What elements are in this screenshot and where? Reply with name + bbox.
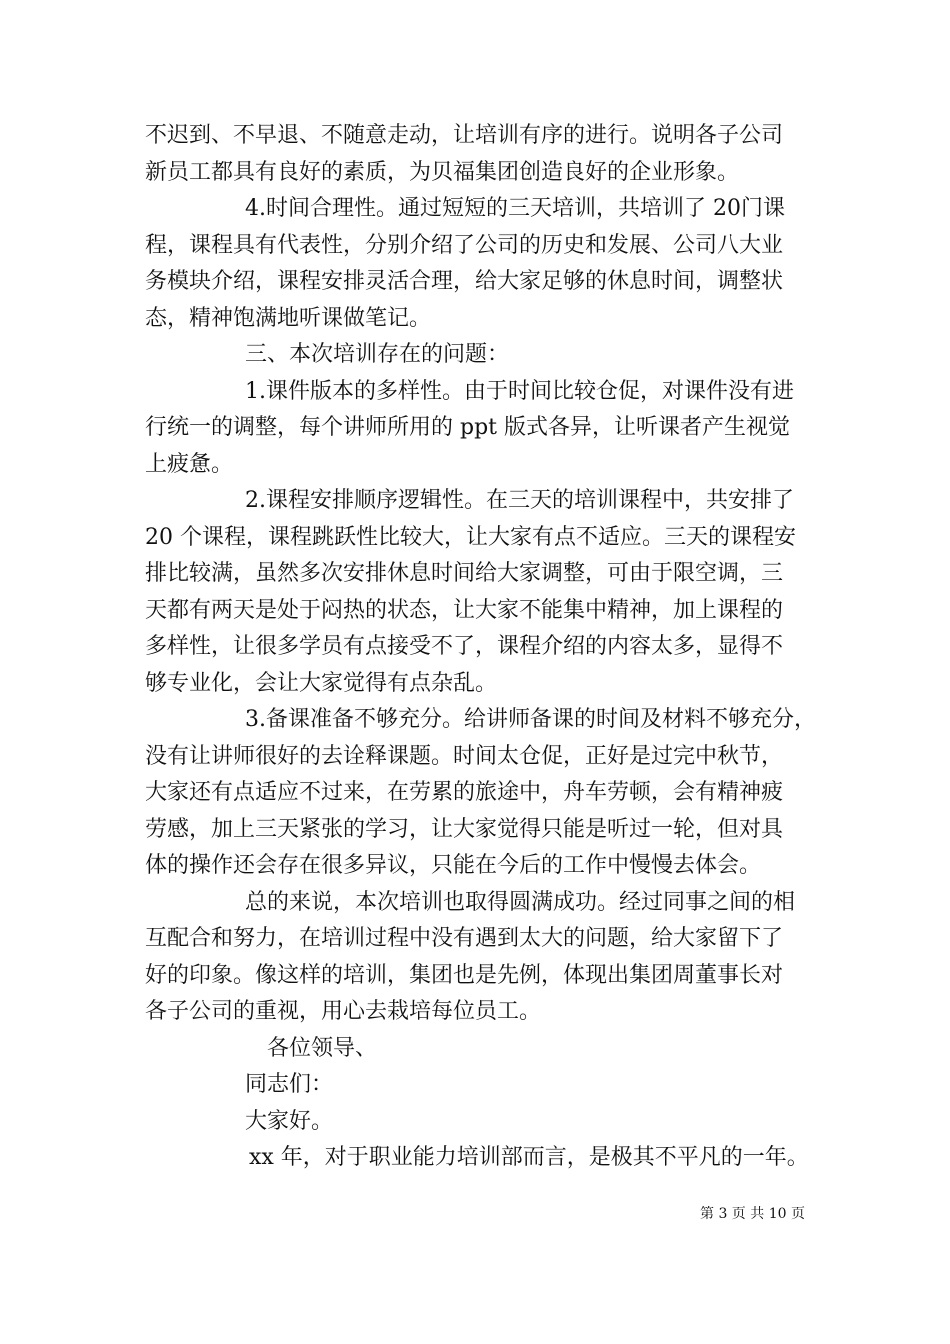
text-line: 够专业化，会让大家觉得有点杂乱。 bbox=[145, 670, 498, 696]
text-line: 行统一的调整，每个讲师所用的 ppt 版式各异，让听课者产生视觉 bbox=[145, 415, 790, 440]
salutation-line: 同志们： bbox=[245, 1072, 334, 1097]
greeting-line: 大家好。 bbox=[245, 1108, 334, 1134]
text-line: 3.备课准备不够充分。给讲师备课的时间及材料不够充分， bbox=[245, 707, 816, 732]
page-number: 第 3 页 共 10 页 bbox=[700, 1206, 805, 1222]
text-line: 态，精神饱满地听课做笔记。 bbox=[145, 305, 432, 331]
text-line: 体的操作还会存在很多异议，只能在今后的工作中慢慢去体会。 bbox=[145, 853, 762, 878]
section-heading: 三、本次培训存在的问题： bbox=[245, 342, 510, 367]
text-line: 20 个课程，课程跳跃性比较大，让大家有点不适应。三天的课程安 bbox=[145, 524, 796, 550]
text-line: 各子公司的重视，用心去栽培每位员工。 bbox=[145, 999, 542, 1024]
text-line: 新员工都具有良好的素质，为贝福集团创造良好的企业形象。 bbox=[145, 159, 740, 185]
text-line: 2.课程安排顺序逻辑性。在三天的培训课程中，共安排了 bbox=[245, 488, 794, 513]
text-line: 不迟到、不早退、不随意走动，让培训有序的进行。说明各子公司 bbox=[145, 123, 784, 148]
text-line: 务模块介绍，课程安排灵活合理，给大家足够的休息时间，调整状 bbox=[145, 269, 784, 294]
salutation-line: 各位领导、 bbox=[267, 1035, 378, 1061]
text-line: 上疲惫。 bbox=[145, 451, 234, 477]
text-line: 互配合和努力，在培训过程中没有遇到太大的问题，给大家留下了 bbox=[145, 926, 784, 951]
text-line: 程，课程具有代表性，分别介绍了公司的历史和发展、公司八大业 bbox=[145, 232, 784, 258]
document-body bbox=[145, 118, 825, 1177]
text-line: 好的印象。像这样的培训，集团也是先例，体现出集团周董事长对 bbox=[145, 962, 784, 988]
text-line: 多样性，让很多学员有点接受不了，课程介绍的内容太多，显得不 bbox=[145, 634, 784, 659]
text-line: 劳感，加上三天紧张的学习，让大家觉得只能是听过一轮，但对具 bbox=[145, 816, 784, 842]
text-line: 总的来说，本次培训也取得圆满成功。经过同事之间的相 bbox=[245, 889, 796, 915]
text-line: xx 年，对于职业能力培训部而言，是极其不平凡的一年。 bbox=[249, 1145, 809, 1170]
text-line: 1.课件版本的多样性。由于时间比较仓促，对课件没有进 bbox=[245, 378, 794, 404]
text-line: 4.时间合理性。通过短短的三天培训，共培训了 20门课 bbox=[245, 196, 785, 221]
text-line: 天都有两天是处于闷热的状态，让大家不能集中精神，加上课程的 bbox=[145, 597, 784, 623]
text-line: 排比较满，虽然多次安排休息时间给大家调整，可由于限空调，三 bbox=[145, 561, 784, 586]
text-line: 没有让讲师很好的去诠释课题。时间太仓促，正好是过完中秋节， bbox=[145, 743, 784, 769]
text-line: 大家还有点适应不过来，在劳累的旅途中，舟车劳顿，会有精神疲 bbox=[145, 780, 784, 805]
